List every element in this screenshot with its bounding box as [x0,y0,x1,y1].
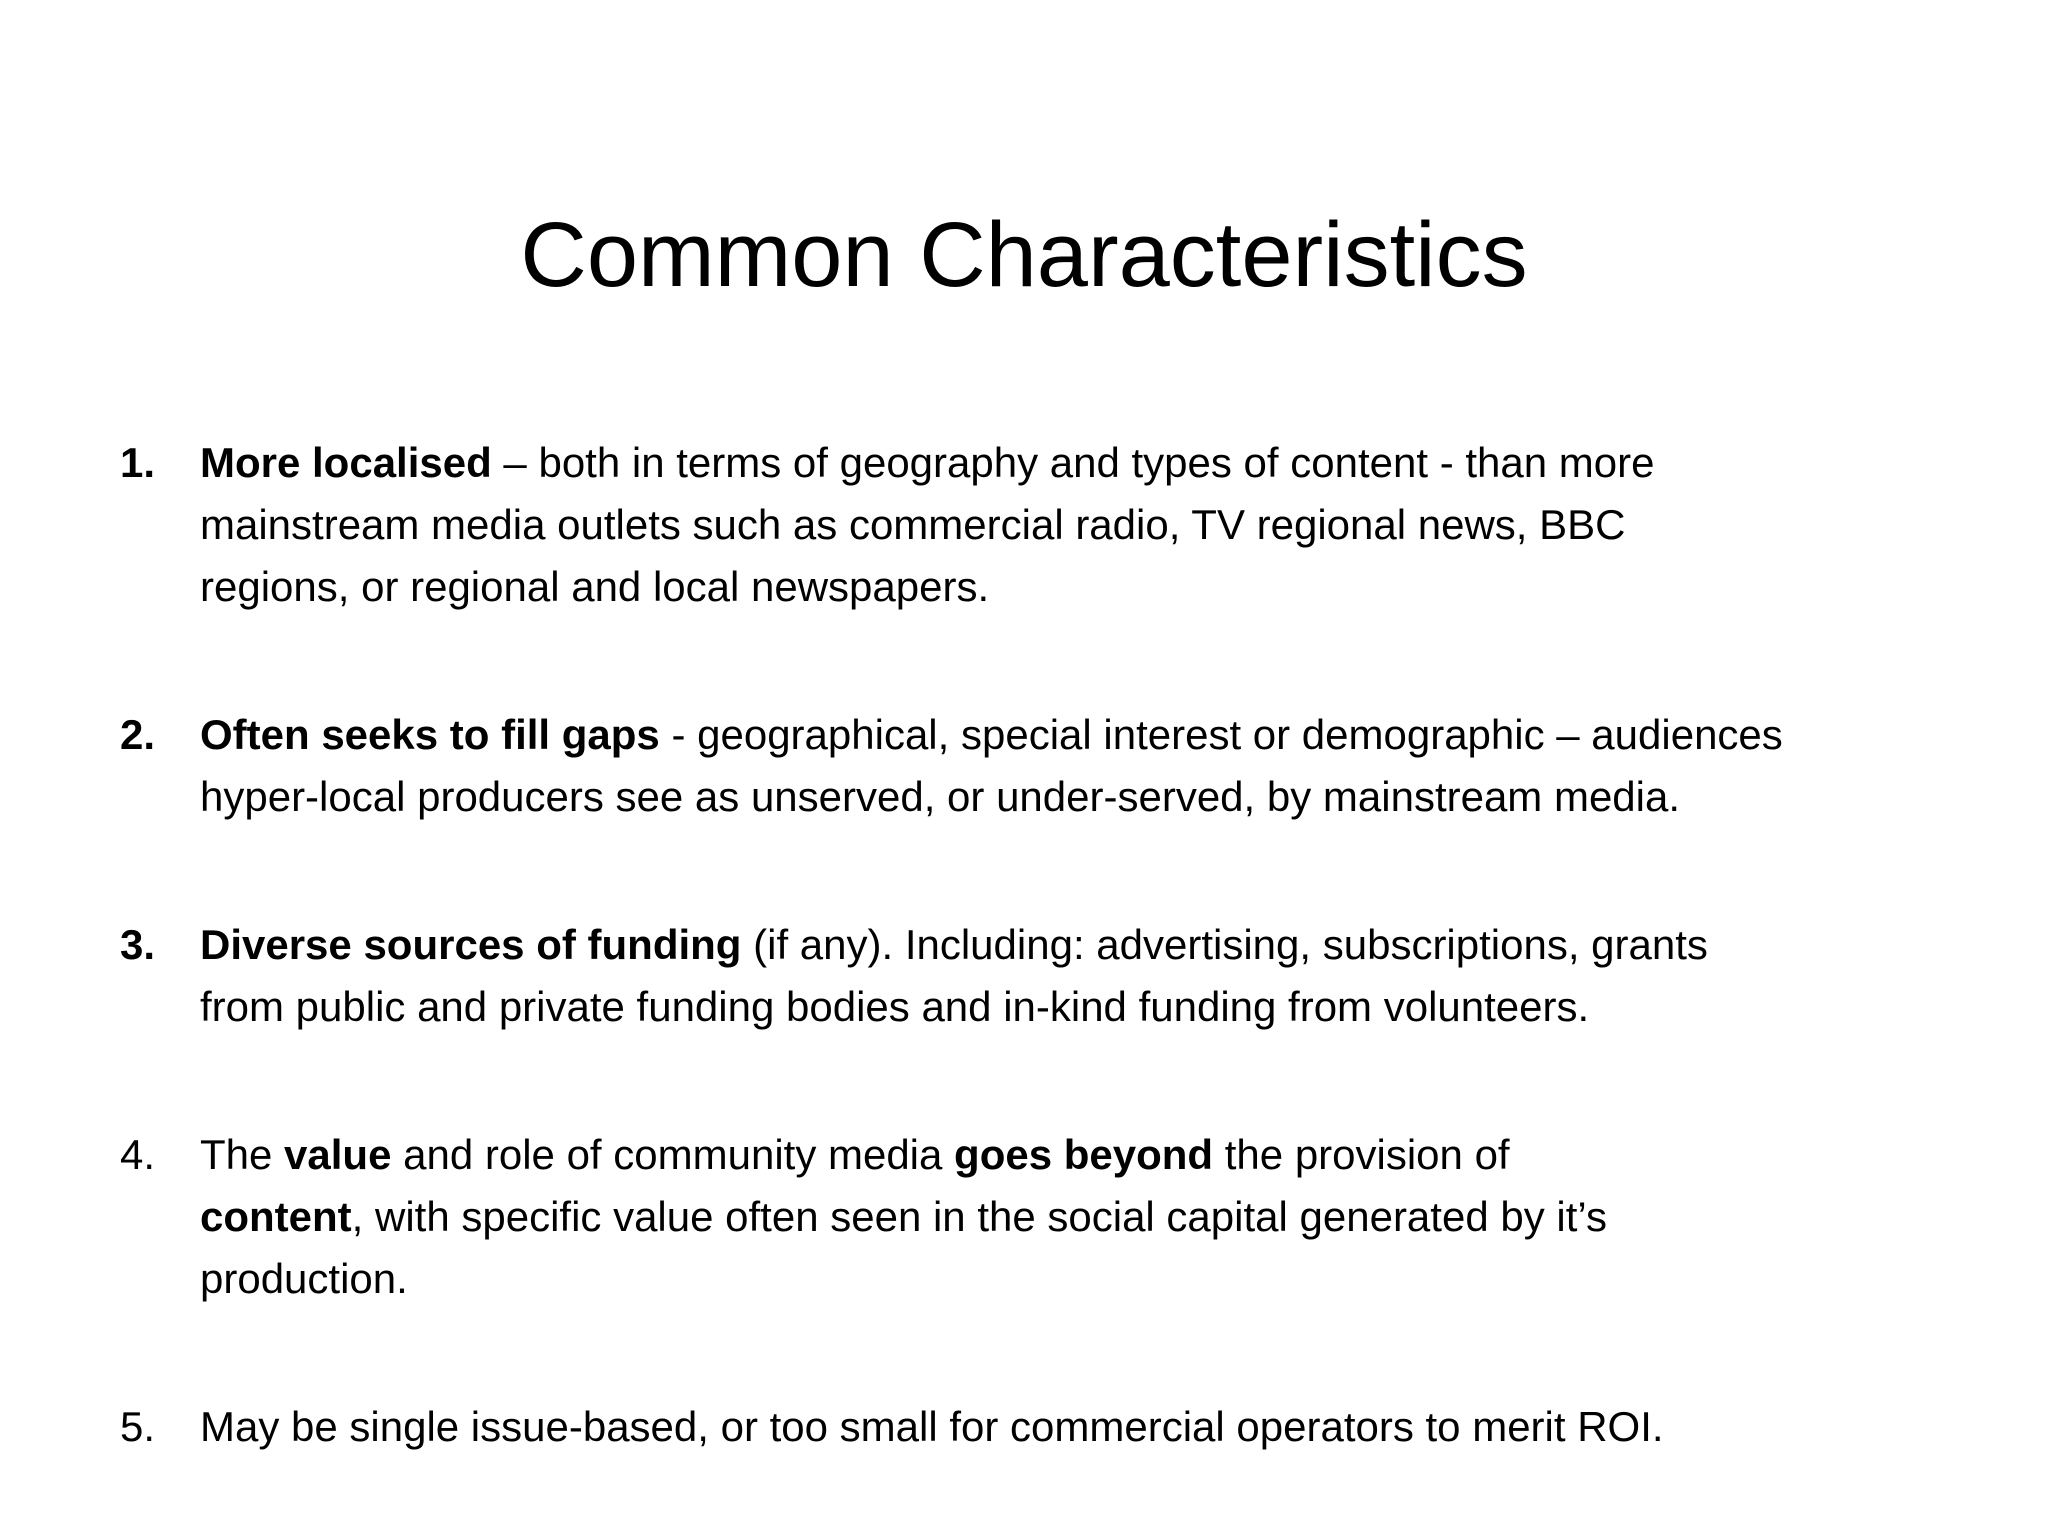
item-text: the provision of [1213,1131,1510,1178]
item-text: May be single issue-based, or too small for commercial operators to merit ROI. [200,1403,1664,1450]
item-text: hyper-local producers see as unserved, or under-served, by mainstream media. [200,773,1681,820]
item-text: from public and private funding bodies and in-kind funding from volunteers. [200,983,1590,1030]
list-item-3 [120,914,1980,1038]
item-heading: Diverse sources of funding [200,921,742,968]
item-heading: More localised [200,439,492,486]
item-number: 5. [120,1403,156,1450]
item-number: 2. [120,711,156,758]
list-item-2 [120,704,1980,828]
item-text: production. [200,1255,408,1302]
item-text: regions, or regional and local newspapers. [200,563,990,610]
item-number: 3. [120,921,156,968]
item-number: 1. [120,439,156,486]
item-emphasis: content [200,1193,352,1240]
item-number: 4. [120,1131,156,1178]
item-heading: Often seeks to fill gaps [200,711,660,758]
item-text: The [200,1131,285,1178]
item-text: - geographical, special interest or demographic – audiences [659,711,1783,758]
item-emphasis: goes beyond [954,1131,1214,1178]
item-text: , with specific value often seen in the social capital generated by it’s [351,1193,1607,1240]
item-text: – both in terms of geography and types of content - than more [491,439,1655,486]
list-item-1 [120,432,1980,618]
item-text: mainstream media outlets such as commercial radio, TV regional news, BBC [200,501,1626,548]
item-text: and role of community media [391,1131,955,1178]
list-item-5 [120,1396,1980,1458]
item-emphasis: value [284,1131,392,1178]
characteristics-list [120,432,1980,1458]
list-item-4 [120,1124,1980,1310]
item-text: (if any). Including: advertising, subscriptions, grants [741,921,1708,968]
slide-title: Common Characteristics [520,204,1528,306]
